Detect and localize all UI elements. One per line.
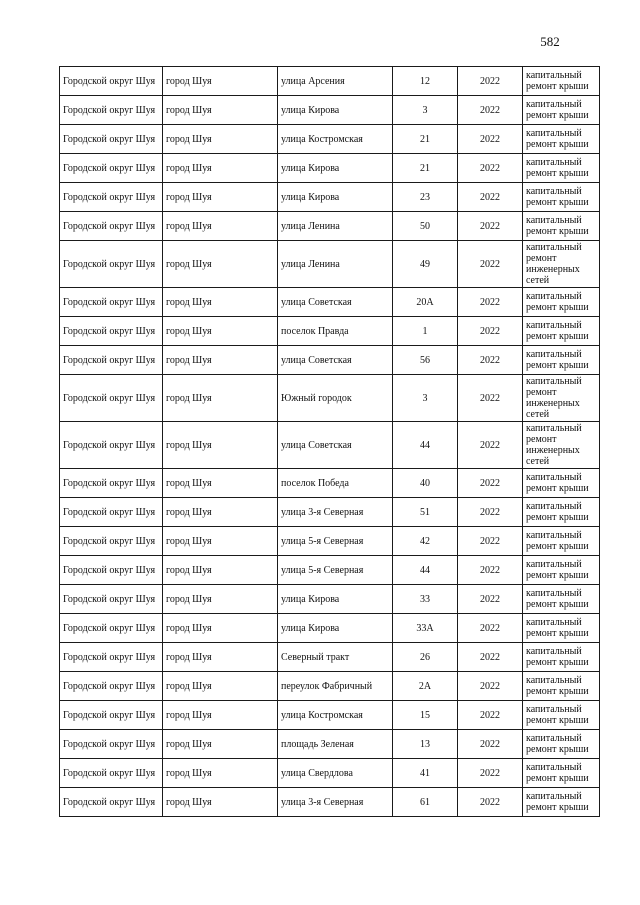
house-number-cell: 33А: [393, 614, 458, 643]
settlement-cell: город Шуя: [163, 730, 278, 759]
table-row: [60, 375, 600, 422]
house-number-cell: 56: [393, 346, 458, 375]
settlement-cell: город Шуя: [163, 759, 278, 788]
settlement-cell: город Шуя: [163, 125, 278, 154]
house-number-cell: 33: [393, 585, 458, 614]
work-type-cell: капитальный ремонт крыши: [523, 614, 600, 643]
work-type-cell: капитальный ремонт крыши: [523, 288, 600, 317]
settlement-cell: город Шуя: [163, 614, 278, 643]
street-cell: Южный городок: [278, 375, 393, 422]
year-cell: 2022: [458, 288, 523, 317]
work-type-cell: капитальный ремонт инженерных сетей: [523, 422, 600, 469]
house-number-cell: 21: [393, 125, 458, 154]
year-cell: 2022: [458, 183, 523, 212]
year-cell: 2022: [458, 730, 523, 759]
settlement-cell: город Шуя: [163, 422, 278, 469]
year-cell: 2022: [458, 67, 523, 96]
street-cell: улица Советская: [278, 288, 393, 317]
house-number-cell: 49: [393, 241, 458, 288]
municipality-cell: Городской округ Шуя: [60, 288, 163, 317]
year-cell: 2022: [458, 614, 523, 643]
street-cell: улица Костромская: [278, 701, 393, 730]
table-row: [60, 469, 600, 498]
year-cell: 2022: [458, 643, 523, 672]
municipality-cell: Городской округ Шуя: [60, 125, 163, 154]
table-row: [60, 556, 600, 585]
table-row: [60, 288, 600, 317]
table-row: [60, 643, 600, 672]
settlement-cell: город Шуя: [163, 672, 278, 701]
table-row: [60, 317, 600, 346]
table-row: [60, 183, 600, 212]
settlement-cell: город Шуя: [163, 788, 278, 817]
table-row: [60, 96, 600, 125]
table-row: [60, 241, 600, 288]
table-row: [60, 422, 600, 469]
street-cell: улица Костромская: [278, 125, 393, 154]
work-type-cell: капитальный ремонт крыши: [523, 585, 600, 614]
settlement-cell: город Шуя: [163, 212, 278, 241]
street-cell: улица Кирова: [278, 585, 393, 614]
work-type-cell: капитальный ремонт крыши: [523, 212, 600, 241]
street-cell: улица 5-я Северная: [278, 556, 393, 585]
table-row: [60, 759, 600, 788]
municipality-cell: Городской округ Шуя: [60, 614, 163, 643]
house-number-cell: 51: [393, 498, 458, 527]
house-number-cell: 3: [393, 375, 458, 422]
street-cell: поселок Победа: [278, 469, 393, 498]
municipality-cell: Городской округ Шуя: [60, 375, 163, 422]
settlement-cell: город Шуя: [163, 375, 278, 422]
work-type-cell: капитальный ремонт крыши: [523, 527, 600, 556]
house-number-cell: 12: [393, 67, 458, 96]
municipality-cell: Городской округ Шуя: [60, 317, 163, 346]
work-type-cell: капитальный ремонт крыши: [523, 556, 600, 585]
house-number-cell: 23: [393, 183, 458, 212]
street-cell: улица Кирова: [278, 154, 393, 183]
municipality-cell: Городской округ Шуя: [60, 788, 163, 817]
street-cell: улица Свердлова: [278, 759, 393, 788]
settlement-cell: город Шуя: [163, 498, 278, 527]
municipality-cell: Городской округ Шуя: [60, 212, 163, 241]
street-cell: улица Кирова: [278, 183, 393, 212]
work-type-cell: капитальный ремонт крыши: [523, 672, 600, 701]
settlement-cell: город Шуя: [163, 154, 278, 183]
year-cell: 2022: [458, 672, 523, 701]
page-number: 582: [540, 34, 560, 49]
street-cell: Северный тракт: [278, 643, 393, 672]
settlement-cell: город Шуя: [163, 346, 278, 375]
house-number-cell: 15: [393, 701, 458, 730]
house-number-cell: 21: [393, 154, 458, 183]
settlement-cell: город Шуя: [163, 241, 278, 288]
year-cell: 2022: [458, 154, 523, 183]
municipality-cell: Городской округ Шуя: [60, 643, 163, 672]
year-cell: 2022: [458, 585, 523, 614]
table-row: [60, 585, 600, 614]
work-type-cell: капитальный ремонт крыши: [523, 317, 600, 346]
street-cell: улица Советская: [278, 346, 393, 375]
work-type-cell: капитальный ремонт крыши: [523, 346, 600, 375]
municipality-cell: Городской округ Шуя: [60, 67, 163, 96]
settlement-cell: город Шуя: [163, 96, 278, 125]
house-number-cell: 50: [393, 212, 458, 241]
house-number-cell: 26: [393, 643, 458, 672]
year-cell: 2022: [458, 701, 523, 730]
house-number-cell: 41: [393, 759, 458, 788]
year-cell: 2022: [458, 125, 523, 154]
house-number-cell: 44: [393, 556, 458, 585]
house-number-cell: 1: [393, 317, 458, 346]
table-row: [60, 788, 600, 817]
settlement-cell: город Шуя: [163, 585, 278, 614]
municipality-cell: Городской округ Шуя: [60, 701, 163, 730]
work-type-cell: капитальный ремонт крыши: [523, 183, 600, 212]
repair-plan-table-wrapper: [59, 66, 600, 817]
work-type-cell: капитальный ремонт крыши: [523, 154, 600, 183]
year-cell: 2022: [458, 212, 523, 241]
street-cell: улица 3-я Северная: [278, 498, 393, 527]
year-cell: 2022: [458, 788, 523, 817]
table-row: [60, 614, 600, 643]
year-cell: 2022: [458, 241, 523, 288]
municipality-cell: Городской округ Шуя: [60, 96, 163, 125]
work-type-cell: капитальный ремонт крыши: [523, 730, 600, 759]
municipality-cell: Городской округ Шуя: [60, 672, 163, 701]
street-cell: улица Арсения: [278, 67, 393, 96]
municipality-cell: Городской округ Шуя: [60, 527, 163, 556]
year-cell: 2022: [458, 375, 523, 422]
table-row: [60, 672, 600, 701]
settlement-cell: город Шуя: [163, 288, 278, 317]
house-number-cell: 13: [393, 730, 458, 759]
year-cell: 2022: [458, 527, 523, 556]
settlement-cell: город Шуя: [163, 317, 278, 346]
street-cell: площадь Зеленая: [278, 730, 393, 759]
house-number-cell: 20А: [393, 288, 458, 317]
municipality-cell: Городской округ Шуя: [60, 556, 163, 585]
house-number-cell: 40: [393, 469, 458, 498]
year-cell: 2022: [458, 346, 523, 375]
street-cell: улица Кирова: [278, 614, 393, 643]
work-type-cell: капитальный ремонт инженерных сетей: [523, 241, 600, 288]
house-number-cell: 2А: [393, 672, 458, 701]
municipality-cell: Городской округ Шуя: [60, 346, 163, 375]
work-type-cell: капитальный ремонт крыши: [523, 701, 600, 730]
table-row: [60, 212, 600, 241]
municipality-cell: Городской округ Шуя: [60, 498, 163, 527]
work-type-cell: капитальный ремонт крыши: [523, 469, 600, 498]
work-type-cell: капитальный ремонт крыши: [523, 788, 600, 817]
house-number-cell: 44: [393, 422, 458, 469]
municipality-cell: Городской округ Шуя: [60, 585, 163, 614]
work-type-cell: капитальный ремонт крыши: [523, 498, 600, 527]
street-cell: улица Советская: [278, 422, 393, 469]
settlement-cell: город Шуя: [163, 556, 278, 585]
settlement-cell: город Шуя: [163, 183, 278, 212]
municipality-cell: Городской округ Шуя: [60, 241, 163, 288]
table-row: [60, 730, 600, 759]
work-type-cell: капитальный ремонт крыши: [523, 67, 600, 96]
year-cell: 2022: [458, 422, 523, 469]
street-cell: улица 5-я Северная: [278, 527, 393, 556]
year-cell: 2022: [458, 498, 523, 527]
municipality-cell: Городской округ Шуя: [60, 422, 163, 469]
settlement-cell: город Шуя: [163, 527, 278, 556]
year-cell: 2022: [458, 556, 523, 585]
work-type-cell: капитальный ремонт крыши: [523, 125, 600, 154]
year-cell: 2022: [458, 759, 523, 788]
year-cell: 2022: [458, 317, 523, 346]
street-cell: переулок Фабричный: [278, 672, 393, 701]
settlement-cell: город Шуя: [163, 67, 278, 96]
street-cell: улица Кирова: [278, 96, 393, 125]
repair-plan-table: [59, 66, 600, 817]
work-type-cell: капитальный ремонт крыши: [523, 96, 600, 125]
municipality-cell: Городской округ Шуя: [60, 730, 163, 759]
settlement-cell: город Шуя: [163, 701, 278, 730]
municipality-cell: Городской округ Шуя: [60, 154, 163, 183]
work-type-cell: капитальный ремонт крыши: [523, 643, 600, 672]
street-cell: улица Ленина: [278, 212, 393, 241]
year-cell: 2022: [458, 469, 523, 498]
work-type-cell: капитальный ремонт крыши: [523, 759, 600, 788]
settlement-cell: город Шуя: [163, 643, 278, 672]
table-row: [60, 527, 600, 556]
table-row: [60, 154, 600, 183]
municipality-cell: Городской округ Шуя: [60, 759, 163, 788]
table-row: [60, 498, 600, 527]
work-type-cell: капитальный ремонт инженерных сетей: [523, 375, 600, 422]
street-cell: поселок Правда: [278, 317, 393, 346]
house-number-cell: 3: [393, 96, 458, 125]
year-cell: 2022: [458, 96, 523, 125]
table-row: [60, 346, 600, 375]
house-number-cell: 61: [393, 788, 458, 817]
table-row: [60, 67, 600, 96]
settlement-cell: город Шуя: [163, 469, 278, 498]
table-row: [60, 701, 600, 730]
municipality-cell: Городской округ Шуя: [60, 469, 163, 498]
table-row: [60, 125, 600, 154]
house-number-cell: 42: [393, 527, 458, 556]
street-cell: улица 3-я Северная: [278, 788, 393, 817]
street-cell: улица Ленина: [278, 241, 393, 288]
municipality-cell: Городской округ Шуя: [60, 183, 163, 212]
table-body: [60, 67, 600, 817]
